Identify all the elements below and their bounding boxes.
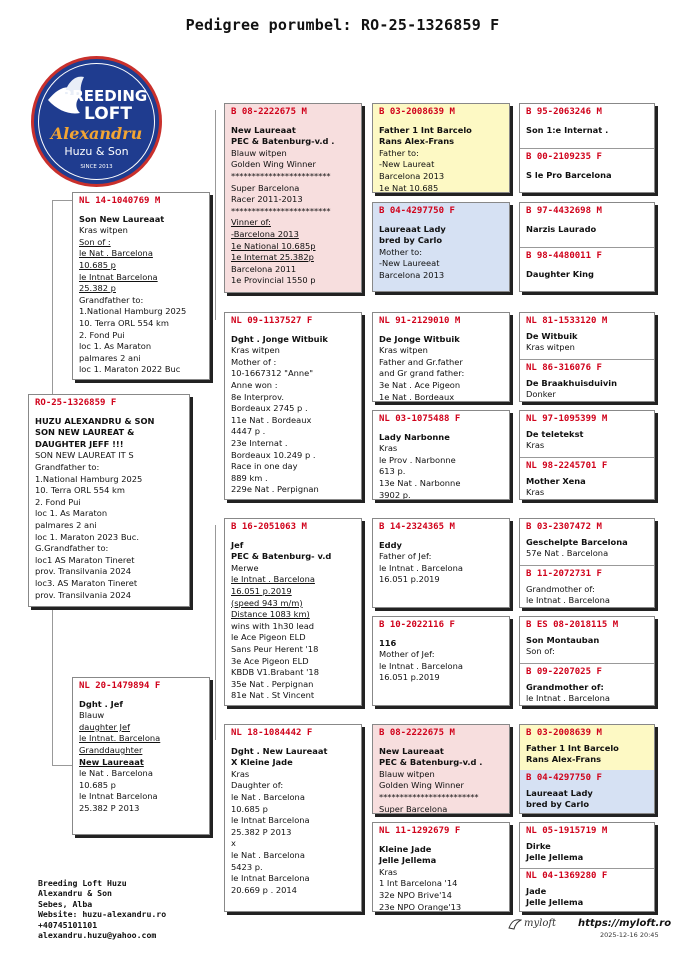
myloft-logo-text: myloft	[524, 918, 557, 929]
ring-number: NL 81-1533120 M	[526, 316, 608, 326]
subject-card	[28, 394, 190, 607]
info-line: le Intnat. Barcelona	[79, 733, 161, 744]
info-line: SON NEW LAUREAT IT S	[35, 450, 134, 461]
info-line: 1e Internat 25.382p	[231, 252, 314, 263]
g4-pair-5	[519, 518, 655, 608]
ring-number: NL 20-1479894 F	[79, 681, 161, 691]
info-line: 11e Nat . Bordeaux	[231, 414, 312, 425]
info-line: Mother of :	[231, 356, 277, 367]
info-line: Bordeaux 2745 p .	[231, 403, 308, 414]
info-line: Kras witpen	[79, 225, 128, 236]
info-line: 3902 p.	[379, 489, 411, 500]
info-line: le Intnat . Barcelona	[526, 693, 610, 704]
info-line: loc1 AS Maraton Tineret	[35, 554, 135, 565]
info-line: Grandfather to:	[35, 461, 100, 472]
logo-text-3: Alexandru	[50, 124, 143, 143]
info-line: Son of:	[526, 646, 555, 657]
pigeon-name: S le Pro Barcelona	[526, 169, 612, 180]
info-line: Daughter of:	[231, 780, 284, 791]
pigeon-name: Jelle Jellema	[526, 897, 584, 908]
info-line: 16.051 p.2019	[379, 574, 440, 585]
dss-card	[372, 518, 510, 608]
dds-card	[372, 724, 510, 814]
info-line: le Nat . Barcelona	[231, 791, 305, 802]
info-line: ************************	[231, 170, 331, 181]
ring-number: B 09-2207025 F	[526, 667, 602, 677]
info-line: Kras	[526, 440, 545, 451]
info-line: Blauw witpen	[379, 768, 435, 779]
pigeon-name: De teletekst	[526, 428, 584, 439]
info-line: le Intnat Barcelona	[231, 873, 310, 884]
info-line: 10. Terra ORL 554 km	[35, 485, 125, 496]
info-line: (speed 943 m/m)	[231, 597, 303, 608]
info-line: 10.685 p	[79, 779, 116, 790]
sds-card	[372, 312, 510, 402]
logo-text-5: SINCE 2013	[80, 164, 113, 170]
info-line: and Gr grand father:	[379, 368, 465, 379]
pigeon-name: bred by Carlo	[526, 799, 590, 810]
phone-number: +40745101101	[38, 919, 98, 930]
info-line: Father to:	[379, 147, 419, 158]
pigeon-name: Lady Narbonne	[379, 431, 450, 442]
info-line: 13e Nat . Narbonne	[379, 477, 461, 488]
info-line: Racer 2011-2013	[231, 194, 303, 205]
info-line: Race in one day	[231, 461, 298, 472]
info-line: 1.National Hamburg 2025	[79, 306, 187, 317]
info-line: 10.685 p	[231, 803, 268, 814]
ring-number: B 03-2307472 M	[526, 522, 602, 532]
g4-pair-2	[519, 202, 655, 292]
pigeon-name: Dght . Jonge Witbuik	[231, 333, 328, 344]
info-line: 613 p.	[379, 466, 406, 477]
pigeon-name: Daughter King	[526, 268, 594, 279]
footer-line: Breeding Loft Huzu	[38, 878, 127, 888]
info-line: Kras witpen	[231, 345, 280, 356]
ring-number: B 00-2109235 F	[526, 152, 602, 162]
pigeon-name: X Kleine Jade	[231, 757, 293, 768]
ring-number: B 03-2008639 M	[379, 107, 455, 117]
info-line: Barcelona 2013	[379, 269, 445, 280]
g4-pair-1	[519, 103, 655, 193]
pigeon-name: PEC & Batenburg- v.d	[231, 551, 332, 562]
info-line: 10-1667312 "Anne"	[231, 368, 314, 379]
logo-text-1: BREEDING	[60, 87, 148, 105]
info-line: loc 1. Maraton 2022 Buc	[79, 364, 181, 375]
pigeon-name: Rans Alex-Frans	[526, 754, 602, 765]
info-line: prov. Transilvania 2024	[35, 566, 132, 577]
info-line: -New Laureeat	[379, 258, 440, 269]
sdd-card	[372, 410, 510, 500]
pigeon-name: De Braakhuisduivin	[526, 377, 617, 388]
info-line: 5423 p.	[231, 861, 263, 872]
ring-number: B 04-4297750 F	[526, 773, 602, 783]
info-line: 16.051 p.2019	[379, 672, 440, 683]
info-line: 23e NPO Orange'13	[379, 901, 462, 912]
info-line: le Nat . Barcelona	[231, 849, 305, 860]
breeding-loft-logo	[30, 55, 163, 188]
info-line: -Barcelona 2013	[231, 228, 299, 239]
pigeon-name: SON NEW LAUREAT &	[35, 427, 135, 438]
ring-number: NL 98-2245701 F	[526, 461, 608, 471]
pigeon-name: Kleine Jade	[379, 843, 432, 854]
sss-card	[372, 103, 510, 193]
ring-number: NL 91-2129010 M	[379, 316, 461, 326]
info-line: loc 1. As Maraton	[79, 341, 152, 352]
ring-number: B 95-2063246 M	[526, 107, 602, 117]
info-line: Kras witpen	[379, 345, 428, 356]
page-title: Pedigree porumbel: RO-25-1326859 F	[185, 16, 500, 34]
ring-number: B 08-2222675 M	[379, 728, 455, 738]
info-line: 229e Nat . Perpignan	[231, 484, 319, 495]
info-line: 25.382 P 2013	[79, 802, 140, 813]
ring-number: NL 14-1040769 M	[79, 196, 161, 206]
footer-line: Alexandru & Son	[38, 888, 112, 899]
ring-number: B 03-2008639 M	[526, 728, 602, 738]
info-line: Son of :	[79, 236, 111, 247]
info-line: le Intnat Barcelona	[231, 815, 310, 826]
info-line: G.Grandfather to:	[35, 543, 109, 554]
info-line: prov. Transilvania 2024	[35, 589, 132, 600]
ring-number: NL 05-1915719 M	[526, 826, 608, 836]
info-line: Granddaughter	[79, 744, 143, 755]
info-line: Anne won :	[231, 379, 278, 390]
pigeon-name: Dght . Jef	[79, 698, 123, 709]
g4-pair-7	[519, 724, 655, 814]
info-line: 1e National 10.685p	[231, 240, 316, 251]
info-line: 1 Int Barcelona '14	[379, 878, 458, 889]
pigeon-name: 116	[379, 637, 397, 648]
pigeon-name: Son New Laureaat	[79, 213, 165, 224]
info-line: le Intnat . Barcelona	[231, 574, 315, 585]
email-link[interactable]: alexandru.huzu@yahoo.com	[38, 930, 157, 941]
info-line: loc3. AS Maraton Tineret	[35, 577, 138, 588]
info-line: 57e Nat . Barcelona	[526, 548, 609, 559]
info-line: 23e Internat .	[231, 437, 288, 448]
ring-number: B ES 08-2018115 M	[526, 620, 619, 630]
info-line: Sans Peur Herent '18	[231, 643, 319, 654]
pigeon-name: Son Montauban	[526, 634, 600, 645]
info-line: New Laureaat	[79, 756, 144, 767]
info-line: Mother of Jef:	[379, 649, 435, 660]
info-line: Barcelona 2013	[379, 170, 445, 181]
info-line: x	[231, 838, 236, 849]
pigeon-name: Rans Alex-Frans	[379, 136, 455, 147]
g4-pair-6	[519, 616, 655, 706]
g4-pair-4	[519, 410, 655, 500]
info-line: Kras	[526, 487, 545, 498]
pigeon-name: Grandmother of:	[526, 681, 604, 692]
logo-text-2: LOFT	[84, 104, 132, 124]
footer-line: Sebes, Alba	[38, 898, 93, 909]
info-line: 25.382 p	[79, 283, 116, 294]
print-datetime: 2025-12-16 20:45	[600, 931, 659, 939]
info-line: 1e Nat . Bordeaux	[379, 391, 455, 402]
connector-line	[52, 200, 72, 201]
info-line: 889 km .	[231, 472, 268, 483]
info-line: 20.669 p . 2014	[231, 884, 297, 895]
dam-sire-card	[224, 518, 362, 706]
pigeon-name: bred by Carlo	[379, 235, 443, 246]
info-line: Grandfather to:	[79, 294, 144, 305]
info-line: 10.685 p	[79, 259, 116, 270]
ring-number: NL 03-1075488 F	[379, 414, 461, 424]
info-line: 32e NPO Brive'14	[379, 889, 452, 900]
dam-card	[72, 677, 210, 835]
info-line: daughter Jef	[79, 721, 131, 732]
sire-card	[72, 192, 210, 380]
info-line: Grandmother of:	[526, 583, 595, 594]
pigeon-name: Eddy	[379, 539, 402, 550]
info-line: Barcelona 2011	[231, 263, 297, 274]
info-line: 4447 p .	[231, 426, 266, 437]
ring-number: B 16-2051063 M	[231, 522, 307, 532]
info-line: Golden Wing Winner	[379, 780, 464, 791]
pigeon-name: Mother Xena	[526, 475, 586, 486]
info-line: le Prov . Narbonne	[379, 454, 456, 465]
info-line: Kras	[379, 866, 398, 877]
pigeon-name: Jade	[526, 885, 547, 896]
info-line: Bordeaux 10.249 p .	[231, 449, 316, 460]
dsd-card	[372, 616, 510, 706]
logo-text-4: Huzu & Son	[64, 145, 129, 158]
pigeon-name: Jelle Jellema	[379, 855, 437, 866]
pigeon-name: De Jonge Witbuik	[379, 333, 460, 344]
info-line: le Intnat . Barcelona	[379, 660, 463, 671]
info-line: Super Barcelona	[231, 182, 300, 193]
info-line: le Intnat . Barcelona	[379, 562, 463, 573]
info-line: Kras	[379, 443, 398, 454]
info-line: 1e Provincial 1550 p	[231, 275, 316, 286]
info-line: 35e Nat . Perpignan	[231, 678, 314, 689]
info-line: le Intnat Barcelona	[79, 271, 158, 282]
ring-number: NL 11-1292679 F	[379, 826, 461, 836]
myloft-link[interactable]: https://myloft.ro	[578, 918, 672, 929]
info-line: 2. Fond Pui	[35, 496, 81, 507]
ring-number: B 04-4297750 F	[379, 206, 455, 216]
g4-pair-8	[519, 822, 655, 912]
ring-number: B 08-2222675 M	[231, 107, 307, 117]
info-line: Blauw witpen	[231, 147, 287, 158]
pigeon-name: Father 1 Int Barcelo	[526, 742, 619, 753]
ring-number: B 10-2022116 F	[379, 620, 455, 630]
pigeon-name: Jelle Jellema	[526, 852, 584, 863]
connector-line	[215, 525, 216, 740]
info-line: loc 1. Maraton 2023 Buc.	[35, 531, 139, 542]
info-line: 3e Nat . Ace Pigeon	[379, 379, 461, 390]
myloft-branding	[510, 918, 672, 948]
pigeon-name: De Witbuik	[526, 330, 578, 341]
ring-number: NL 86-316076 F	[526, 363, 602, 373]
pigeon-name: Dght . New Laureaat	[231, 745, 328, 756]
ring-number: B 14-2324365 M	[379, 522, 455, 532]
ring-number: NL 18-1084442 F	[231, 728, 313, 738]
pigeon-name: Father 1 Int Barcelo	[379, 124, 472, 135]
pigeon-name: Jef	[231, 539, 244, 550]
info-line: ************************	[231, 205, 331, 216]
info-line: 2. Fond Pui	[79, 329, 125, 340]
info-line: Father of Jef:	[379, 551, 432, 562]
connector-line	[52, 765, 72, 766]
connector-line	[215, 110, 216, 320]
info-line: 3e Ace Pigeon ELD	[231, 655, 309, 666]
info-line: 16.051 p.2019	[231, 585, 292, 596]
info-line: 81e Nat . St Vincent	[231, 690, 315, 701]
info-line: KBDB V1.Brabant '18	[231, 667, 319, 678]
info-line: 8e Interprov.	[231, 391, 284, 402]
info-line: Super Barcelona	[379, 803, 448, 814]
info-line: Vinner of:	[231, 217, 271, 228]
info-line: le Nat . Barcelona	[79, 248, 153, 259]
info-line: Golden Wing Winner	[231, 159, 316, 170]
sire-sire-card	[224, 103, 362, 293]
pigeon-name: HUZU ALEXANDRU & SON	[35, 415, 155, 426]
pigeon-name: Narzis Laurado	[526, 223, 597, 234]
info-line: le Nat . Barcelona	[79, 768, 153, 779]
pigeon-name: New Laureaat	[379, 745, 444, 756]
info-line: le Ace Pigeon ELD	[231, 632, 306, 643]
ring-number: B 11-2072731 F	[526, 569, 602, 579]
ring-number: NL 97-1095399 M	[526, 414, 608, 424]
sire-dam-card	[224, 312, 362, 500]
myloft-icon	[508, 917, 522, 931]
pigeon-name: New Laureaat	[231, 124, 296, 135]
pigeon-name: DAUGHTER JEFF !!!	[35, 438, 124, 449]
ddd-card	[372, 822, 510, 912]
info-line: Donker	[526, 389, 556, 400]
ring-number: NL 04-1369280 F	[526, 871, 608, 881]
info-line: le Intnat Barcelona	[79, 791, 158, 802]
info-line: wins with 1h30 lead	[231, 620, 315, 631]
info-line: le Intnat . Barcelona	[526, 595, 610, 606]
info-line: palmares 2 ani	[35, 519, 97, 530]
info-line: 1e Nat 10.685	[379, 182, 439, 193]
info-line: Kras witpen	[526, 342, 575, 353]
pigeon-name: Dirke	[526, 840, 551, 851]
ring-number: RO-25-1326859 F	[35, 398, 117, 408]
info-line: Mother to:	[379, 246, 423, 257]
pigeon-name: PEC & Batenburg-v.d .	[231, 136, 335, 147]
info-line: loc 1. As Maraton	[35, 508, 108, 519]
info-line: Merwe	[231, 562, 259, 573]
info-line: 10. Terra ORL 554 km	[79, 317, 169, 328]
info-line: Distance 1083 km)	[231, 609, 310, 620]
ring-number: B 97-4432698 M	[526, 206, 602, 216]
ssd-card	[372, 202, 510, 292]
pigeon-name: Geschelpte Barcelona	[526, 536, 628, 547]
breeder-contact	[38, 878, 166, 940]
pigeon-name: PEC & Batenburg-v.d .	[379, 757, 483, 768]
pigeon-name: Laureaat Lady	[526, 787, 593, 798]
info-line: -New Laureat	[379, 159, 435, 170]
pigeon-name: Son 1:e Internat .	[526, 124, 609, 135]
info-line: Kras	[231, 768, 250, 779]
ring-number: NL 09-1137527 F	[231, 316, 313, 326]
dam-dam-card	[224, 724, 362, 912]
pigeon-name: Laureaat Lady	[379, 223, 446, 234]
g4-pair-3	[519, 312, 655, 402]
website-link[interactable]: Website: huzu-alexandru.ro	[38, 909, 167, 920]
info-line: 1.National Hamburg 2025	[35, 473, 143, 484]
info-line: Blauw	[79, 710, 105, 721]
info-line: Father and Gr.father	[379, 356, 463, 367]
info-line: ************************	[379, 791, 479, 802]
info-line: 25.382 P 2013	[231, 826, 292, 837]
info-line: palmares 2 ani	[79, 352, 141, 363]
ring-number: B 98-4480011 F	[526, 251, 602, 261]
